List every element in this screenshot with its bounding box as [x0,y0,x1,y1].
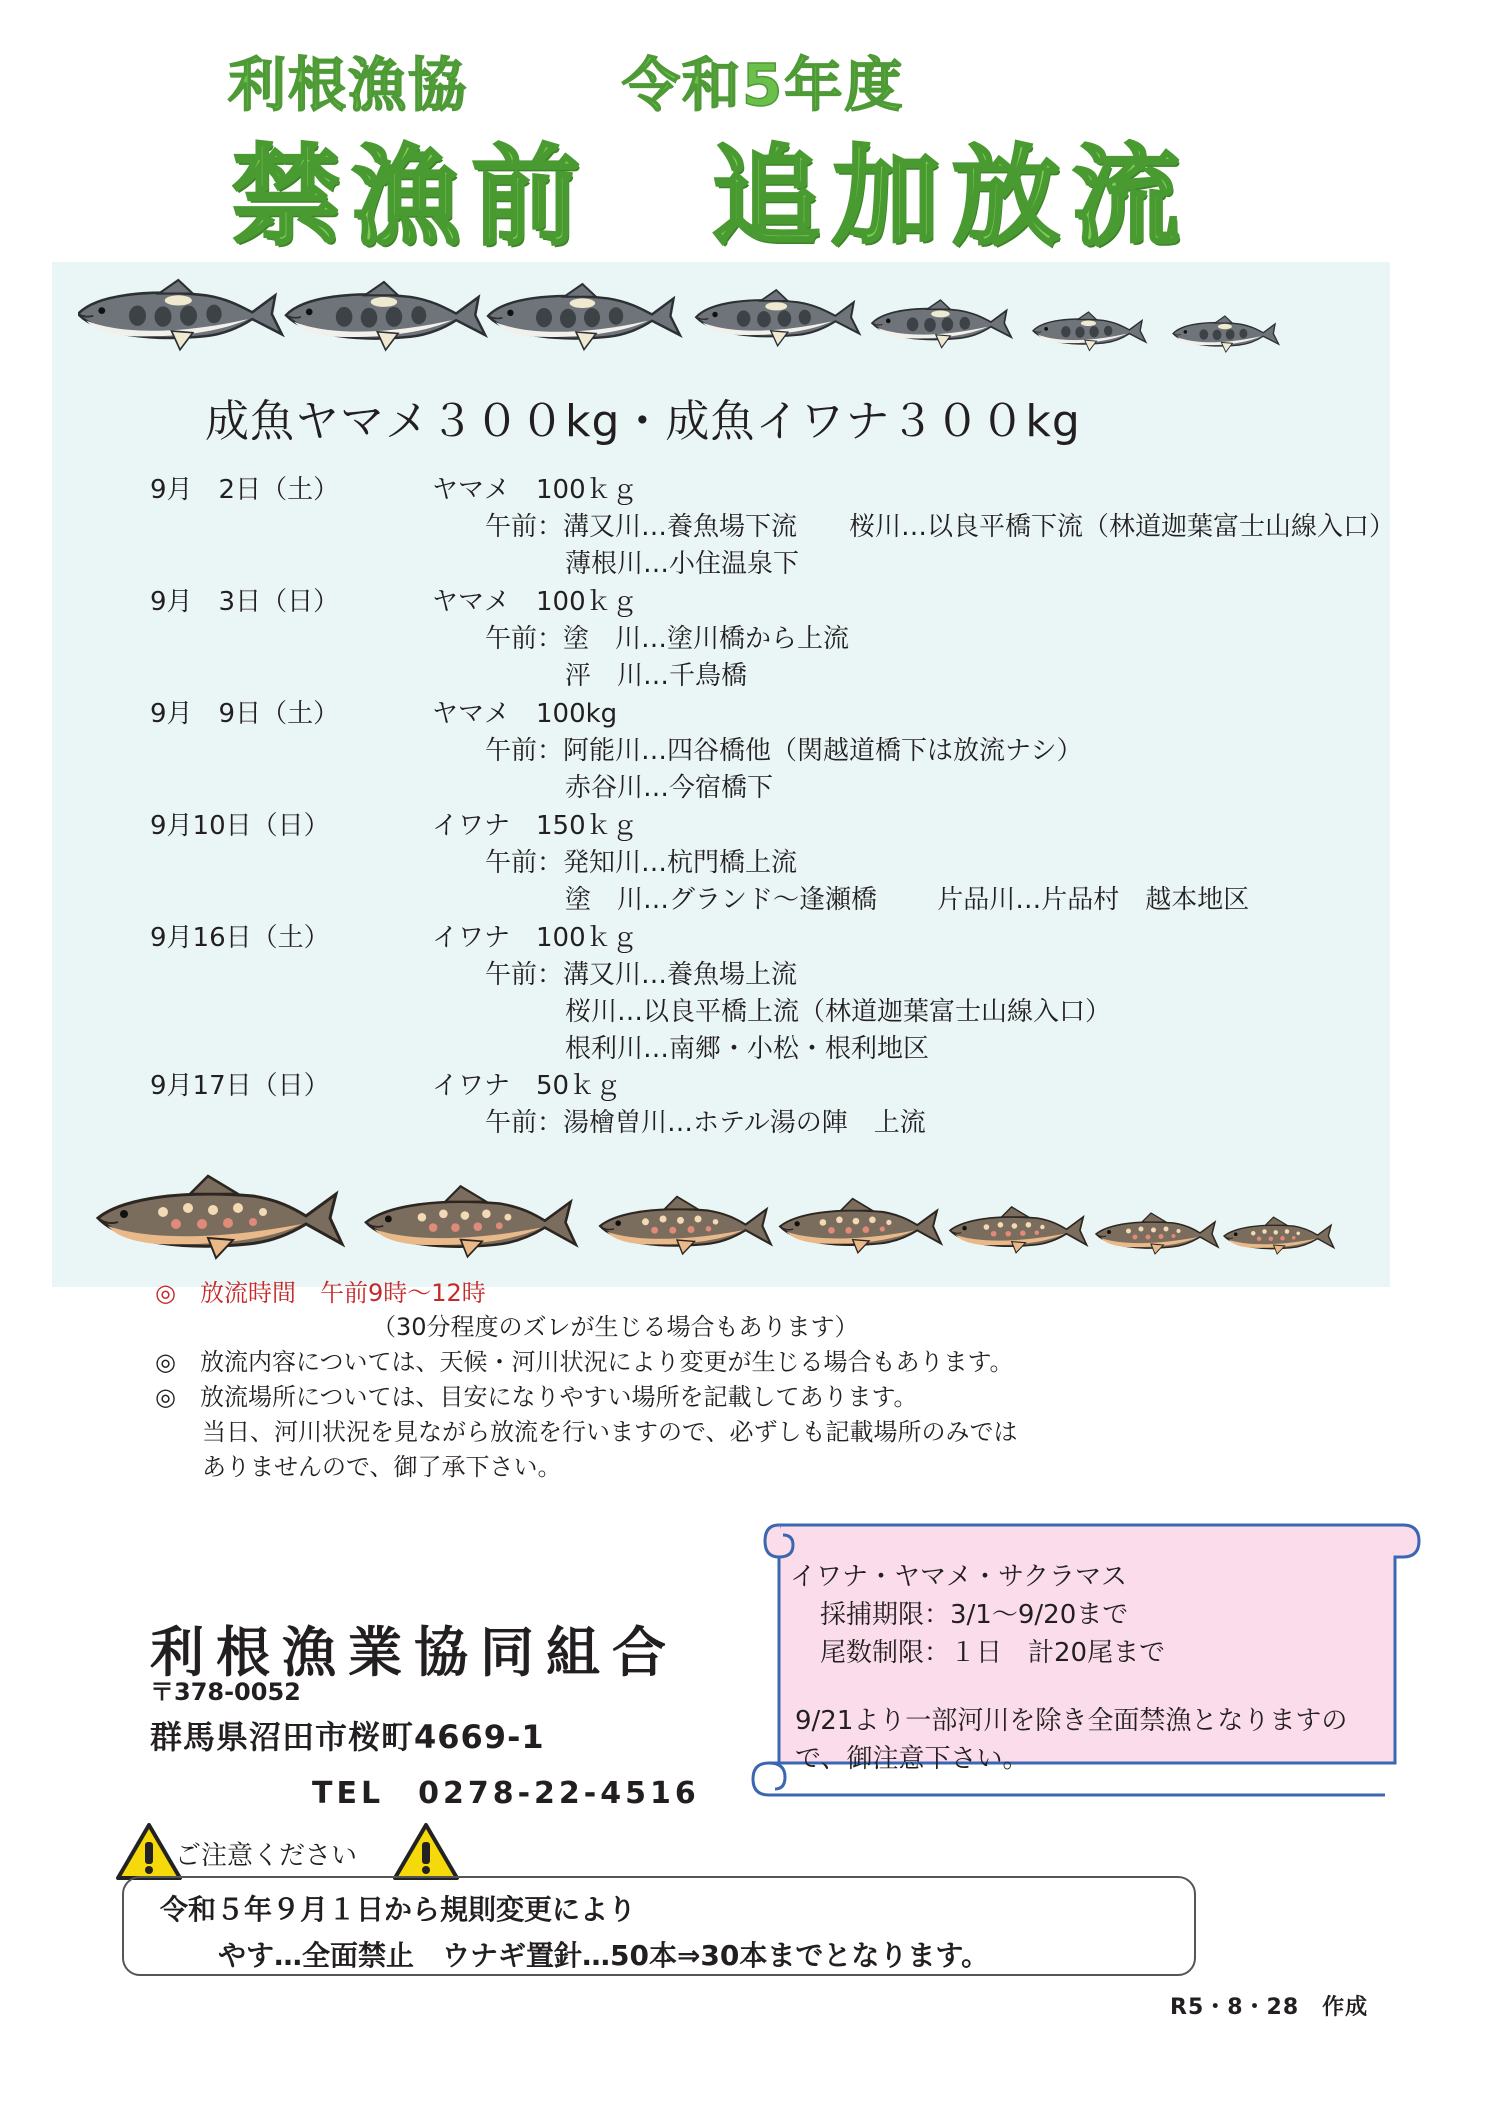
address: 群馬県沼田市桜町4669-1 [150,1718,545,1756]
schedule-species-amount: イワナ 100ｋｇ [432,923,638,953]
scroll-notice-line2: で、御注意下さい。 [795,1744,1029,1774]
year-title: 令和5年度 [622,51,905,119]
schedule-location: 桜川…以良平橋上流（林道迦葉富士山線入口） [565,997,1112,1027]
organization-name: 利根漁業協同組合 [150,1621,678,1684]
schedule-location: 午前：溝又川…養魚場下流 桜川…以良平橋下流（林道迦葉富士山線入口） [485,512,1396,542]
schedule-species-amount: イワナ 150ｋｇ [432,811,638,841]
yamame-fish-icon [488,284,680,350]
iwana-fish-icon [600,1197,771,1254]
warning-triangle-icon [392,1822,460,1882]
rule-change-line2: やす…全面禁止 ウナギ置針…50本⇒30本までとなります。 [218,1939,990,1972]
warning-triangle-icon [115,1822,183,1882]
schedule-location: 午前：湯檜曽川…ホテル湯の陣 上流 [485,1108,926,1138]
schedule-location: 午前：溝又川…養魚場上流 [485,960,798,990]
schedule-location: 根利川…南郷・小松・根利地区 [565,1034,930,1064]
schedule-location: 塗 川…グランド～逢瀬橋 片品川…片品村 越本地区 [565,885,1250,915]
schedule-date: 9月17日（日） [150,1071,330,1101]
yamame-fish-icon [286,282,485,350]
schedule-species-amount: ヤマメ 100ｋｇ [432,475,638,505]
rule-change-line1: 令和５年９月１日から規則変更により [160,1893,637,1926]
schedule-location: 赤谷川…今宿橋下 [565,773,774,803]
postal-code: 〒378-0052 [150,1678,301,1706]
iwana-fish-icon [780,1199,941,1253]
scroll-species: イワナ・ヤマメ・サクラマス [790,1562,1127,1592]
yamame-fish-icon [1173,316,1279,352]
release-total-subtitle: 成魚ヤマメ３００kg・成魚イワナ３００kg [205,396,1081,447]
org-short-title: 利根漁協 [228,51,469,119]
release-time-subnote: （30分程度のズレが生じる場合もあります） [372,1313,859,1341]
release-place-subnote: 当日、河川状況を見ながら放流を行いますので、必ずしも記載場所のみでは [202,1418,1018,1446]
release-time-note: ◎ 放流時間 午前9時～12時 [155,1279,486,1307]
schedule-location: 午前：発知川…杭門橋上流 [485,848,798,878]
schedule-date: 9月 9日（土） [150,699,340,729]
schedule-date: 9月 3日（日） [150,587,340,617]
scroll-period: 採捕期限：3/1～9/20まで [820,1600,1129,1630]
release-content-note: ◎ 放流内容については、天候・河川状況により変更が生じる場合もあります。 [155,1348,1014,1376]
iwana-fish-icon [1096,1213,1218,1254]
main-title: 禁漁前 追加放流 [232,135,1193,260]
schedule-date: 9月16日（土） [150,923,330,953]
yamame-fish-icon [1033,312,1146,351]
scroll-notice-line1: 9/21より一部河川を除き全面禁漁となりますの [795,1706,1348,1736]
iwana-fish-icon [1224,1217,1334,1254]
iwana-fish-icon [98,1176,342,1258]
iwana-fish-icon [950,1207,1087,1253]
created-date: R5・8・28 作成 [1170,1995,1369,2020]
yamame-fish-icon [78,280,282,350]
yamame-fish-row [78,262,1398,372]
yamame-fish-icon [872,300,1011,348]
caution-label: ご注意ください [175,1841,358,1871]
yamame-fish-icon [696,290,859,346]
iwana-fish-row [78,1168,1398,1278]
release-place-note: ◎ 放流場所については、目安になりやすい場所を記載してあります。 [155,1383,918,1411]
schedule-location: 泙 川…千鳥橋 [565,661,748,691]
schedule-location: 薄根川…小住温泉下 [565,549,800,579]
schedule-location: 午前：塗 川…塗川橋から上流 [485,624,850,654]
schedule-date: 9月 2日（土） [150,475,340,505]
iwana-fish-icon [366,1186,576,1257]
schedule-date: 9月10日（日） [150,811,330,841]
schedule-species-amount: ヤマメ 100ｋｇ [432,587,638,617]
release-place-subnote: ありませんので、御了承下さい。 [202,1453,562,1481]
schedule-species-amount: イワナ 50ｋｇ [432,1071,622,1101]
scroll-limit: 尾数制限：１日 計20尾まで [820,1638,1166,1668]
schedule-location: 午前：阿能川…四谷橋他（関越道橋下は放流ナシ） [485,736,1083,766]
schedule-species-amount: ヤマメ 100kg [432,699,618,729]
phone-number: TEL 0278-22-4516 [312,1776,700,1811]
